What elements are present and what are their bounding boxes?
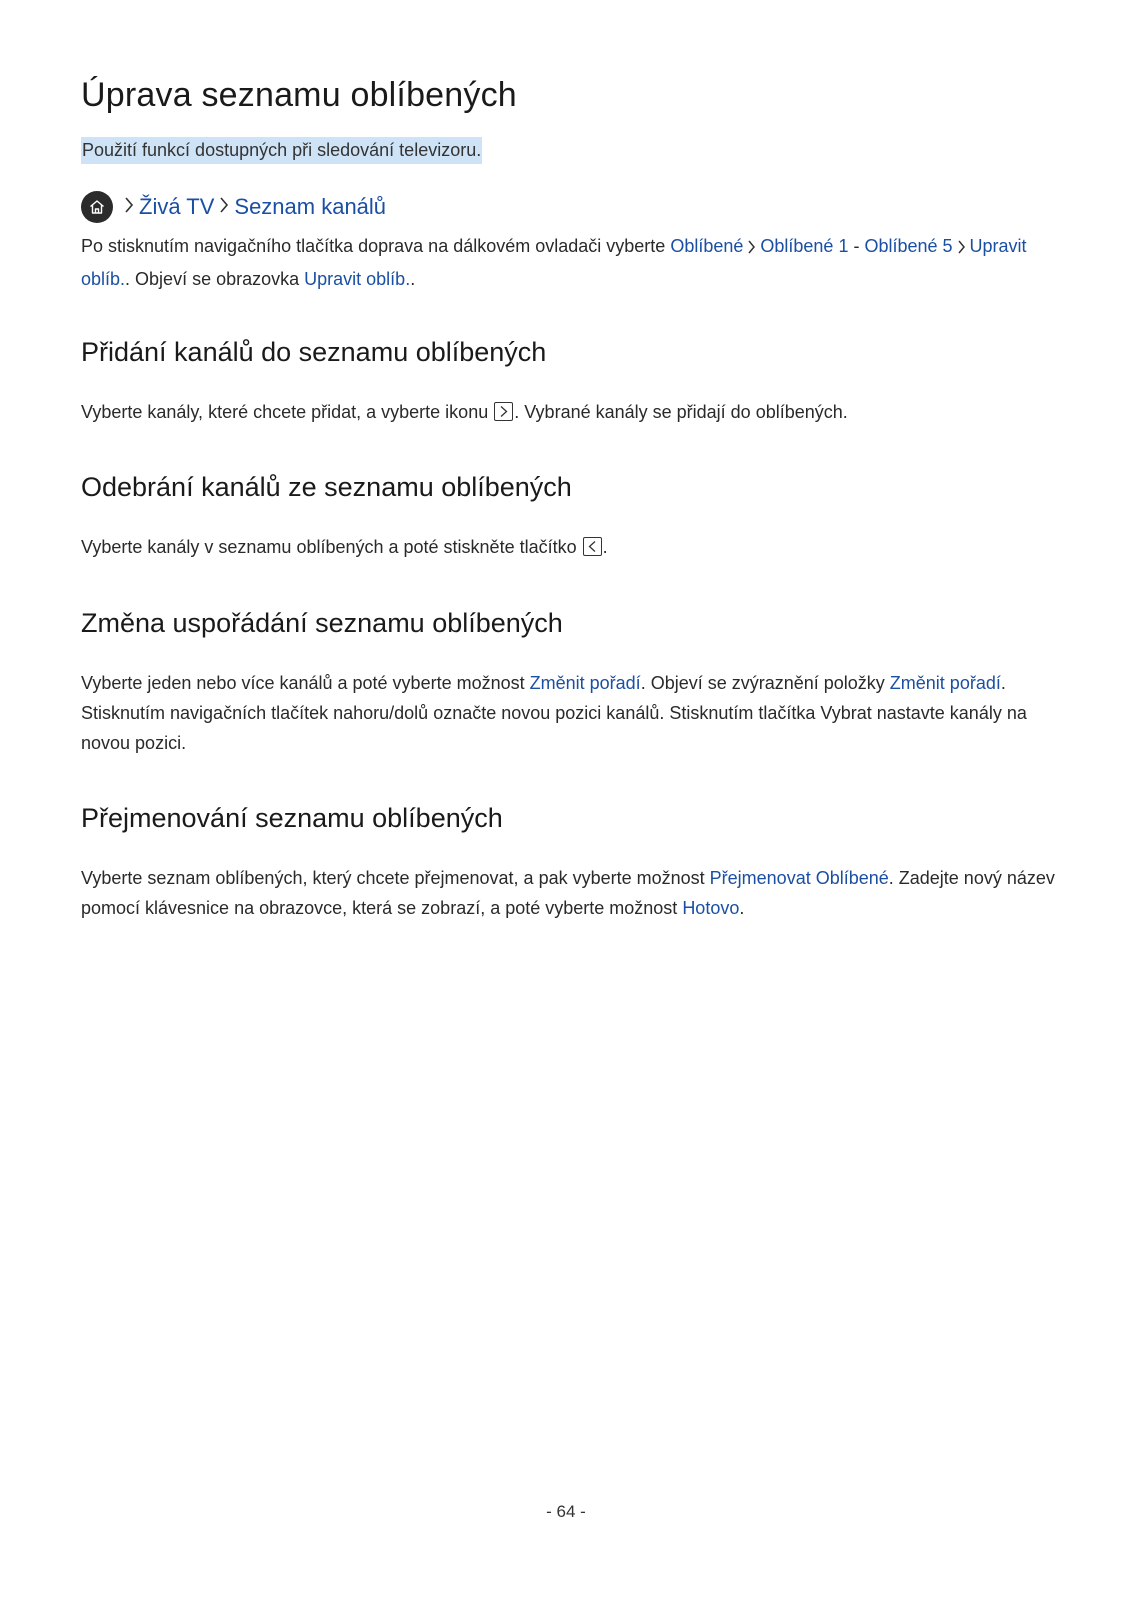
link-edit-favorites-screen[interactable]: Upravit oblíb.	[304, 269, 411, 289]
link-favorites-1[interactable]: Oblíbené 1	[760, 236, 849, 256]
chevron-right-icon	[124, 196, 134, 219]
home-icon	[81, 191, 113, 223]
section-heading-add: Přidání kanálů do seznamu oblíbených	[81, 337, 547, 367]
add-arrow-icon	[494, 402, 513, 421]
breadcrumb-item-channel-list[interactable]: Seznam kanálů	[234, 194, 387, 219]
chevron-right-icon	[957, 234, 966, 264]
link-rename-favorites[interactable]: Přejmenovat Oblíbené	[709, 868, 889, 888]
breadcrumb	[81, 190, 386, 224]
section-paragraph-reorder: Vyberte jeden nebo více kanálů a poté vyberte možnost Změnit pořadí. Objeví se zvýraznění položky Změnit pořadí. Stisknutím navigačních tlačítek nahoru/dolů označte novou pozici kanálů. Stisknutím tlačítka Vybrat nastavte kanály na novou pozici.	[81, 673, 1027, 753]
intro-paragraph: Po stisknutím navigačního tlačítka doprava na dálkovém ovladači vyberte Oblíbené Oblíbené 1 - Oblíbené 5 Upravit oblíb.. Objeví se obrazovka Upravit oblíb..	[81, 236, 1027, 289]
section-paragraph-add: Vyberte kanály, které chcete přidat, a vyberte ikonu . Vybrané kanály se přidají do oblíbených.	[81, 402, 848, 422]
link-favorites-5[interactable]: Oblíbené 5	[864, 236, 953, 256]
section-heading-remove: Odebrání kanálů ze seznamu oblíbených	[81, 472, 572, 502]
section-paragraph-rename: Vyberte seznam oblíbených, který chcete přejmenovat, a pak vyberte možnost Přejmenovat Oblíbené. Zadejte nový název pomocí klávesnice na obrazovce, která se zobrazí, a poté vyberte možnost Hotovo.	[81, 868, 1055, 918]
link-edit-favorites[interactable]: Upravit oblíb.	[81, 236, 1027, 289]
link-change-order[interactable]: Změnit pořadí	[529, 673, 641, 693]
section-paragraph-remove: Vyberte kanály v seznamu oblíbených a poté stiskněte tlačítko .	[81, 537, 608, 557]
page-title: Úprava seznamu oblíbených	[81, 76, 517, 114]
breadcrumb-item-live-tv[interactable]: Živá TV	[139, 194, 215, 219]
page-number: - 64 -	[546, 1502, 586, 1521]
chevron-right-icon	[219, 196, 229, 219]
link-done[interactable]: Hotovo	[682, 898, 740, 918]
link-change-order-highlight[interactable]: Změnit pořadí	[889, 673, 1001, 693]
subtitle-highlight: Použití funkcí dostupných při sledování televizoru.	[81, 137, 482, 164]
link-favorites[interactable]: Oblíbené	[670, 236, 744, 256]
section-heading-reorder: Změna uspořádání seznamu oblíbených	[81, 608, 563, 638]
chevron-right-icon	[747, 234, 756, 264]
section-heading-rename: Přejmenování seznamu oblíbených	[81, 803, 503, 833]
remove-arrow-icon	[583, 537, 602, 556]
